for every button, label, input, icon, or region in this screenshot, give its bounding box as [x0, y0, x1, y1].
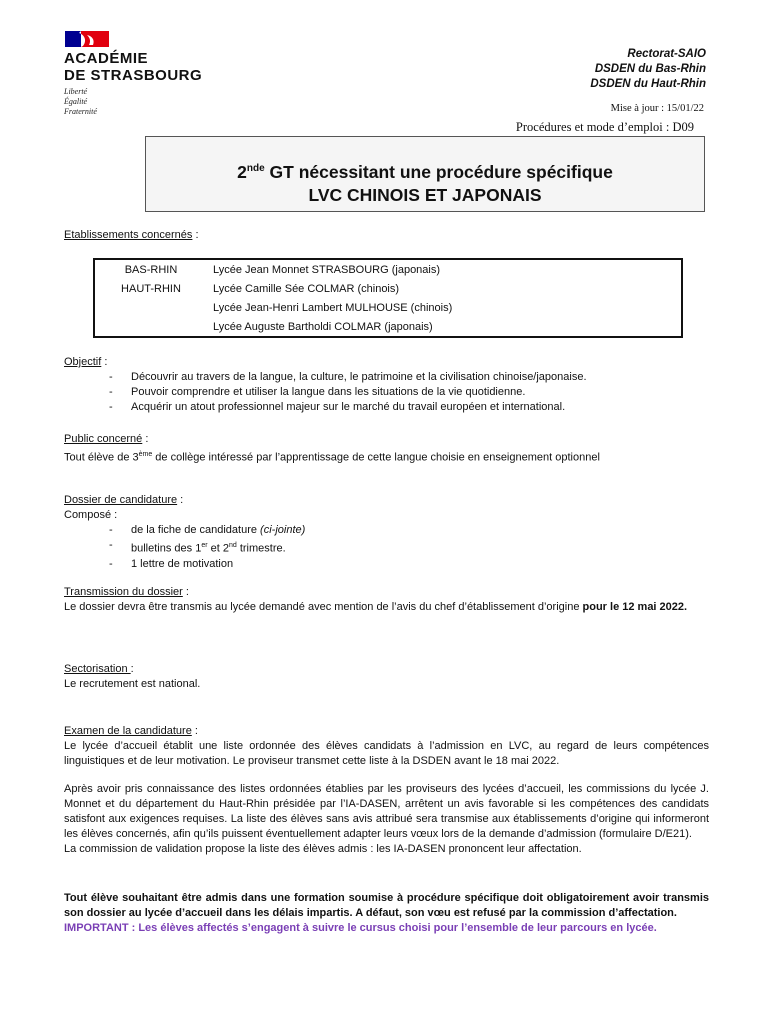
transmission-heading: Transmission du dossier [64, 586, 183, 598]
list-item: - Acquérir un atout professionnel majeur sur le marché du travail européen et international. [64, 400, 587, 415]
footer-warning: Tout élève souhaitant être admis dans une formation soumise à procédure spécifique doit obligatoirement avoir transmis son dossier au lycée d’accueil dans les délais impartis. A défaut, son vœu est refusé par la commission d’affectation. [64, 892, 709, 919]
transmission-text: Le dossier devra être transmis au lycée demandé avec mention de l’avis du chef d’établissement d’origine pour le 12 mai 2022. [64, 601, 688, 613]
objectif-list [64, 370, 587, 415]
document-title-box [145, 136, 705, 212]
public-heading: Public concerné [64, 433, 143, 445]
public-text: Tout élève de 3ème de collège intéressé par l’apprentissage de cette langue choisie en enseignement optionnel [64, 451, 600, 464]
examen-paragraph-2: Après avoir pris connaissance des listes ordonnées établies par les proviseurs des lycées d’accueil, les commissions du lycée J. Monnet et du département du Haut-Rhin présidée par l’IA-DASEN, arrêtent un avis favorable si les compétences des candidats satisfont aux exigences requises. La liste des élèves sans avis attribué sera transmise aux établissements d’origine qui informeront les élèves concernés, afin qu’ils puissent éventuellement adapter leurs vœux lors de la demande d’admission (formulaire D/E21). [64, 783, 709, 840]
lycee-cell: Lycée Jean-Henri Lambert MULHOUSE (chinois) [213, 302, 453, 314]
transmission-section: Transmission du dossier : Le dossier devra être transmis au lycée demandé avec mention de l’avis du chef d’établissement d’origine pour le 12 mai 2022. [64, 585, 709, 615]
issuer-line: Rectorat-SAIO [627, 48, 706, 60]
issuer-line: DSDEN du Bas-Rhin [594, 63, 706, 75]
lycee-cell: Lycée Auguste Bartholdi COLMAR (japonais) [213, 321, 433, 333]
dossier-heading: Dossier de candidature [64, 494, 178, 506]
dossier-section: Dossier de candidature : Composé : - de la fiche de candidature (ci-jointe) - bulletins des 1er et 2nd trimestre. - 1 lettre de motivation [64, 493, 305, 572]
logo-strasbourg: DE STRASBOURG [64, 67, 203, 84]
list-item: - Pouvoir comprendre et utiliser la langue dans les situations de la vie quotidienne. [64, 385, 587, 400]
sectorisation-section: Sectorisation : Le recrutement est national. [64, 663, 201, 690]
dept-cell: HAUT-RHIN [121, 283, 181, 295]
procedure-ref: Procédures et mode d’emploi : D09 [515, 120, 694, 134]
list-item: - Découvrir au travers de la langue, la culture, le patrimoine et la civilisation chinoise/japonaise. [64, 370, 587, 385]
public-section: Public concerné : Tout élève de 3ème de collège intéressé par l’apprentissage de cette langue choisie en enseignement optionnel [64, 433, 600, 464]
dossier-compose: Composé : [64, 509, 118, 521]
marianne-logo-icon [65, 31, 109, 47]
sectorisation-text: Le recrutement est national. [64, 678, 201, 690]
issuer-block [590, 47, 706, 92]
republic-motto: Liberté Égalité Fraternité [64, 87, 97, 116]
sectorisation-heading: Sectorisation [64, 663, 131, 675]
etablissements-heading: Etablissements concernés : [64, 229, 199, 241]
examen-paragraph-3: La commission de validation propose la liste des élèves admis : les IA-DASEN prononcent leur affectation. [64, 843, 582, 855]
update-date: Mise à jour : 15/01/22 [610, 103, 704, 114]
dept-cell: BAS-RHIN [124, 264, 178, 276]
list-item: - 1 lettre de motivation [64, 557, 305, 572]
list-item: - bulletins des 1er et 2nd trimestre. [64, 538, 305, 557]
important-note: IMPORTANT : Les élèves affectés s’engagent à suivre le cursus choisi pour l’ensemble de leur parcours en lycée. [64, 922, 657, 934]
examen-paragraph-1: Le lycée d’accueil établit une liste ordonnée des élèves candidats à l’admission en LVC, au regard de leurs compétences linguistiques et de leur motivation. Le proviseur transmet cette liste à la DSDEN avant le 18 mai 2022. [64, 740, 709, 767]
issuer-line: DSDEN du Haut-Rhin [590, 78, 706, 90]
list-item: - de la fiche de candidature (ci-jointe) [64, 523, 305, 538]
title-line-2: LVC CHINOIS ET JAPONAIS [308, 184, 542, 205]
footer-section [64, 891, 709, 936]
title-line-1: 2nde GT nécessitant une procédure spécifique [237, 161, 613, 182]
examen-heading: Examen de la candidature [64, 725, 192, 737]
lycee-cell: Lycée Jean Monnet STRASBOURG (japonais) [213, 264, 441, 276]
logo-academie: ACADÉMIE [64, 50, 149, 67]
lycee-cell: Lycée Camille Sée COLMAR (chinois) [213, 283, 400, 295]
objectif-section: Objectif : - Découvrir au travers de la langue, la culture, le patrimoine et la civilisation chinoise/japonaise. - Pouvoir comprendre et utiliser la langue dans les situations de la vie quotidienne. - Acquérir un atout professionnel majeur sur le marché du travail européen et international. [64, 355, 587, 415]
etablissements-table [93, 258, 683, 338]
examen-section: Examen de la candidature : Le lycée d’accueil établit une liste ordonnée des élèves candidats à l’admission en LVC, au regard de leurs compétences linguistiques et de leur motivation. Le proviseur transmet cette liste à la DSDEN avant le 18 mai 2022. Après avoir pris connaissance des listes ordonnées établies par les proviseurs des lycées d’accueil, les commissions du lycée J. Monnet et du département du Haut-Rhin présidée par l’IA-DASEN, arrêtent un avis favorable si les compétences des candidats satisfont aux exigences requises. La liste des élèves sans avis attribué sera transmise aux établissements d’origine qui informeront les élèves concernés, afin qu’ils puissent éventuellement adapter leurs vœux lors de la demande d’admission (formulaire D/E21). La commission de validation propose la liste des élèves admis : les IA-DASEN prononcent leur affectation. [64, 725, 709, 855]
objectif-heading: Objectif [64, 356, 102, 368]
